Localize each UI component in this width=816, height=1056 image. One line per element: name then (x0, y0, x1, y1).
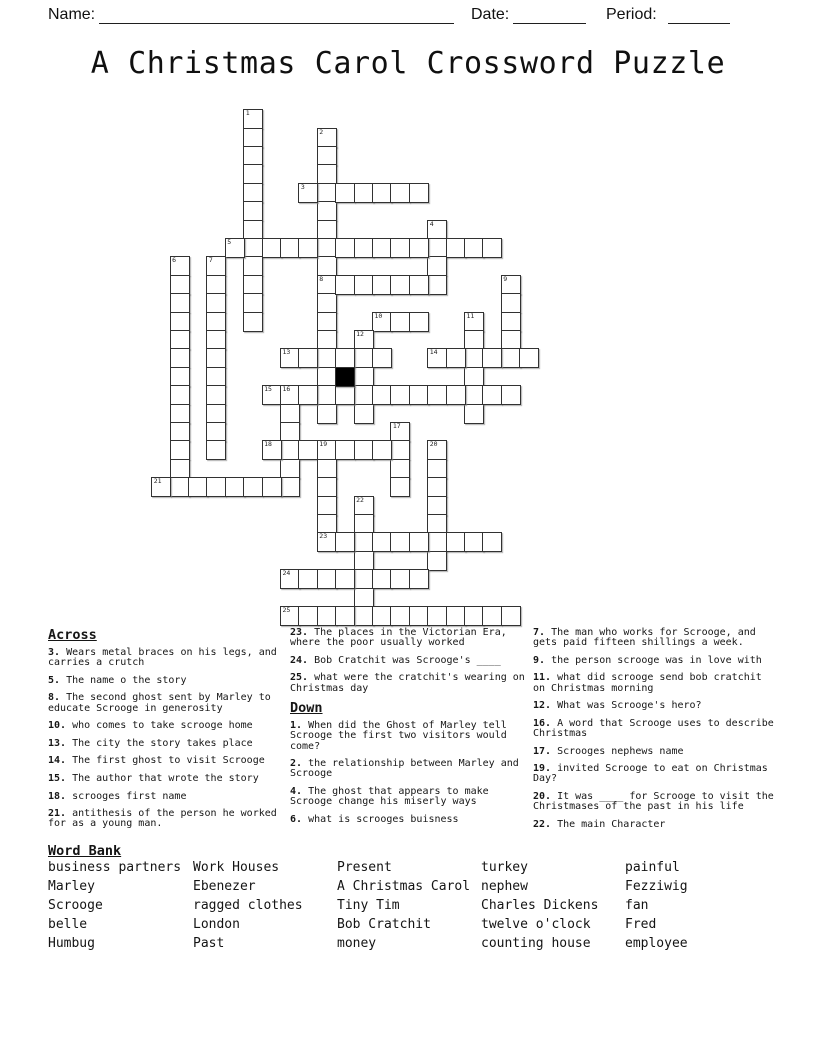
grid-cell[interactable] (427, 220, 447, 240)
clue-number-25: 25 (282, 606, 291, 614)
grid-cell[interactable] (280, 238, 300, 258)
word-bank-heading: Word Bank (48, 843, 122, 859)
grid-cell[interactable] (482, 238, 502, 258)
word-bank-item: Scrooge (48, 898, 103, 913)
word-bank-item: twelve o'clock (481, 917, 591, 932)
grid-cell[interactable] (206, 477, 226, 497)
grid-cell[interactable] (280, 569, 300, 589)
grid-cell[interactable] (390, 532, 410, 552)
word-bank-item: counting house (481, 936, 591, 951)
grid-cell[interactable] (354, 588, 374, 608)
word-bank-item: nephew (481, 879, 528, 894)
grid-cell[interactable] (317, 128, 337, 148)
grid-cell[interactable] (280, 348, 300, 368)
clue-number: 15. (48, 772, 67, 784)
grid-cell[interactable] (225, 238, 245, 258)
grid-cell[interactable] (354, 514, 374, 534)
grid-cell[interactable] (280, 459, 300, 479)
clue-16: 16. A word that Scrooge uses to describe Christmas (533, 717, 774, 739)
grid-cell[interactable] (170, 477, 190, 497)
clue-number-13: 13 (282, 348, 291, 357)
word-bank-item: London (193, 917, 240, 932)
clue-column-3 (533, 628, 775, 837)
clue-number: 1. (290, 720, 303, 732)
word-bank-item: Fezziwig (625, 879, 688, 894)
grid-cell[interactable] (501, 385, 521, 405)
grid-cell[interactable] (372, 238, 392, 258)
word-bank-item: A Christmas Carol (337, 879, 471, 894)
date-label: Date: (471, 6, 510, 23)
grid-cell[interactable] (354, 404, 374, 424)
grid-cell[interactable] (206, 440, 226, 460)
grid-cell[interactable] (354, 275, 374, 295)
grid-cell[interactable] (298, 440, 318, 460)
grid-cell[interactable] (317, 606, 337, 626)
grid-cell[interactable] (464, 385, 484, 405)
grid-cell[interactable] (464, 238, 484, 258)
grid-cell[interactable] (390, 238, 410, 258)
grid-cell[interactable] (225, 477, 245, 497)
word-bank-item: Present (337, 860, 392, 875)
grid-cell[interactable] (151, 477, 171, 497)
clue-number-19: 19 (319, 440, 328, 449)
grid-cell[interactable] (501, 330, 521, 350)
grid-cell[interactable] (390, 312, 410, 332)
grid-cell[interactable] (280, 422, 300, 442)
grid-cell[interactable] (482, 532, 502, 552)
grid-cell[interactable] (298, 238, 318, 258)
grid-cell[interactable] (446, 385, 466, 405)
clue-number: 17. (533, 745, 552, 757)
grid-cell[interactable] (354, 440, 374, 460)
grid-cell[interactable] (390, 422, 410, 442)
page-title: A Christmas Carol Crossword Puzzle (90, 46, 726, 81)
clue-number: 12. (533, 700, 552, 712)
grid-cell[interactable] (317, 220, 337, 240)
grid-cell[interactable] (317, 367, 337, 387)
grid-cell[interactable] (409, 183, 429, 203)
clue-number-3: 3 (300, 182, 305, 191)
grid-cell[interactable] (464, 330, 484, 350)
grid-cell[interactable] (243, 275, 263, 295)
name-label: Name: (48, 6, 96, 23)
grid-cell[interactable] (354, 606, 374, 626)
name-blank-line (99, 23, 454, 24)
clue-number-17: 17 (392, 422, 401, 430)
word-bank-item: Humbug (48, 936, 95, 951)
grid-cell[interactable] (446, 532, 466, 552)
clue-number: 13. (48, 737, 67, 749)
word-bank-item: ragged clothes (193, 898, 303, 913)
grid-cell[interactable] (372, 606, 392, 626)
grid-cell[interactable] (317, 164, 337, 184)
grid-cell[interactable] (317, 312, 337, 332)
grid-cell[interactable] (354, 569, 374, 589)
word-bank-item: Tiny Tim (337, 898, 400, 913)
clue-number: 23. (290, 627, 309, 638)
clue-12: 12. What was Scrooge's hero? (533, 700, 702, 712)
grid-cell[interactable] (354, 238, 374, 258)
grid-cell[interactable] (188, 477, 208, 497)
word-bank-item: painful (625, 860, 680, 875)
grid-cell[interactable] (354, 183, 374, 203)
clue-11: 11. what did scrooge send bob cratchit on Christmas morning (533, 672, 762, 694)
grid-cell[interactable] (243, 312, 263, 332)
grid-cell[interactable] (317, 514, 337, 534)
grid-cell[interactable] (243, 164, 263, 184)
grid-cell[interactable] (170, 330, 190, 350)
grid-cell[interactable] (372, 532, 392, 552)
grid-cell[interactable] (317, 330, 337, 350)
grid-cell[interactable] (464, 312, 484, 332)
grid-cell[interactable] (243, 146, 263, 166)
grid-cell[interactable] (501, 348, 521, 368)
grid-cell[interactable] (298, 606, 318, 626)
grid-cell[interactable] (446, 348, 466, 368)
grid-cell[interactable] (335, 532, 355, 552)
clue-19: 19. invited Scrooge to eat on Christmas Day? (533, 763, 768, 785)
grid-cell[interactable] (354, 532, 374, 552)
grid-cell[interactable] (317, 404, 337, 424)
grid-cell[interactable] (243, 109, 263, 129)
grid-cell[interactable] (390, 440, 410, 460)
grid-cell[interactable] (170, 459, 190, 479)
word-bank-item: Bob Cratchit (337, 917, 431, 932)
grid-cell[interactable] (427, 459, 447, 479)
clue-number-1: 1 (245, 109, 250, 118)
grid-cell[interactable] (262, 477, 282, 497)
clue-number: 24. (290, 654, 309, 666)
grid-cell[interactable] (170, 348, 190, 368)
clue-21: 21. antithesis of the person he worked for as a young man. (48, 808, 277, 830)
grid-cell[interactable] (170, 422, 190, 442)
grid-cell[interactable] (409, 312, 429, 332)
clue-number-7: 7 (208, 256, 213, 265)
grid-cell[interactable] (317, 183, 337, 203)
clue-number-22: 22 (356, 495, 364, 504)
clue-number: 16. (533, 717, 552, 729)
grid-cell[interactable] (482, 348, 502, 368)
grid-cell[interactable] (280, 606, 300, 626)
clue-24: 24. Bob Cratchit was Scrooge's ____ (290, 654, 501, 666)
grid-cell[interactable] (262, 385, 282, 405)
grid-cell[interactable] (317, 496, 337, 516)
grid-cell[interactable] (519, 348, 539, 368)
grid-cell[interactable] (243, 201, 263, 221)
clue-number: 7. (533, 627, 546, 638)
grid-cell[interactable] (280, 440, 300, 460)
clue-2: 2. the relationship between Marley and Scrooge (290, 758, 519, 780)
date-blank-line (513, 23, 586, 24)
clue-17: 17. Scrooges nephews name (533, 745, 684, 757)
grid-cell[interactable] (390, 569, 410, 589)
grid-cell[interactable] (280, 477, 300, 497)
clue-number: 3. (48, 647, 61, 658)
grid-cell[interactable] (427, 256, 447, 276)
clue-number-15: 15 (264, 385, 272, 394)
grid-cell[interactable] (170, 256, 190, 276)
grid-cell[interactable] (335, 385, 355, 405)
word-bank-list (48, 861, 778, 951)
grid-cell[interactable] (372, 348, 392, 368)
grid-cell[interactable] (372, 312, 392, 332)
clue-7: 7. The man who works for Scrooge, and gets paid fifteen shillings a week. (533, 627, 756, 649)
grid-cell[interactable] (354, 385, 374, 405)
across-heading: Across (48, 627, 97, 643)
clue-9: 9. the person scrooge was in love with (533, 654, 762, 666)
clue-1: 1. When did the Ghost of Marley tell Scrooge the first two visitors would come? (290, 720, 507, 752)
grid-cell[interactable] (170, 404, 190, 424)
grid-cell[interactable] (206, 256, 226, 276)
clue-number: 14. (48, 755, 67, 767)
grid-cell[interactable] (317, 569, 337, 589)
clue-number-21: 21 (153, 477, 162, 486)
grid-cell[interactable] (390, 385, 410, 405)
grid-cell[interactable] (390, 275, 410, 295)
clue-10: 10. who comes to take scrooge home (48, 720, 253, 732)
clue-3: 3. Wears metal braces on his legs, and carries a crutch (48, 647, 277, 669)
grid-cell[interactable] (317, 238, 337, 258)
grid-cell[interactable] (501, 606, 521, 626)
grid-cell[interactable] (335, 440, 355, 460)
grid-cell[interactable] (427, 238, 447, 258)
word-bank-item: Work Houses (193, 860, 280, 875)
clue-number-5: 5 (227, 238, 232, 246)
grid-cell[interactable] (354, 367, 374, 387)
grid-cell[interactable] (206, 293, 226, 313)
clue-number-8: 8 (319, 274, 324, 283)
clue-number-9: 9 (503, 274, 508, 283)
grid-cell[interactable] (317, 477, 337, 497)
grid-cell[interactable] (372, 183, 392, 203)
grid-cell[interactable] (427, 514, 447, 534)
clue-number-12: 12 (356, 330, 364, 338)
grid-cell[interactable] (427, 532, 447, 552)
clue-15: 15. The author that wrote the story (48, 772, 259, 784)
grid-cell[interactable] (354, 330, 374, 350)
grid-cell[interactable] (243, 256, 263, 276)
grid-cell[interactable] (335, 606, 355, 626)
grid-cell[interactable] (298, 569, 318, 589)
clue-number: 11. (533, 672, 552, 684)
grid-cell[interactable] (372, 440, 392, 460)
grid-cell[interactable] (206, 330, 226, 350)
grid-cell[interactable] (317, 201, 337, 221)
grid-cell[interactable] (298, 385, 318, 405)
clue-number: 25. (290, 672, 309, 684)
clue-number: 18. (48, 790, 67, 802)
clue-18: 18. scrooges first name (48, 790, 187, 802)
black-cell (335, 367, 355, 387)
grid-cell[interactable] (427, 496, 447, 516)
grid-cell[interactable] (335, 183, 355, 203)
grid-cell[interactable] (335, 569, 355, 589)
word-bank-item: money (337, 936, 377, 951)
grid-cell[interactable] (262, 440, 282, 460)
grid-cell[interactable] (482, 606, 502, 626)
clue-number: 9. (533, 654, 546, 666)
clue-number: 8. (48, 692, 61, 704)
grid-cell[interactable] (243, 183, 263, 203)
grid-cell[interactable] (409, 532, 429, 552)
grid-cell[interactable] (427, 385, 447, 405)
clue-number: 5. (48, 674, 61, 686)
grid-cell[interactable] (298, 183, 318, 203)
clue-25: 25. what were the cratchit's wearing on Christmas day (290, 672, 525, 694)
period-label: Period: (606, 6, 657, 23)
clue-23: 23. The places in the Victorian Era, where the poor usually worked (290, 627, 507, 649)
clue-8: 8. The second ghost sent by Marley to educate Scrooge in generosity (48, 692, 271, 714)
grid-cell[interactable] (501, 312, 521, 332)
grid-cell[interactable] (354, 348, 374, 368)
grid-cell[interactable] (372, 275, 392, 295)
grid-cell[interactable] (317, 532, 337, 552)
grid-cell[interactable] (317, 440, 337, 460)
period-blank-line (668, 23, 730, 24)
grid-cell[interactable] (372, 569, 392, 589)
down-heading: Down (290, 700, 323, 717)
clue-13: 13. The city the story takes place (48, 737, 253, 749)
grid-cell[interactable] (317, 146, 337, 166)
grid-cell[interactable] (298, 348, 318, 368)
clue-number-23: 23 (319, 532, 328, 541)
grid-cell[interactable] (206, 367, 226, 387)
clue-4: 4. The ghost that appears to make Scrooge change his miserly ways (290, 785, 489, 808)
clue-number: 10. (48, 720, 67, 732)
clue-number-18: 18 (264, 440, 272, 449)
grid-cell[interactable] (243, 477, 263, 497)
grid-cell[interactable] (317, 293, 337, 313)
grid-cell[interactable] (206, 312, 226, 332)
grid-cell[interactable] (372, 385, 392, 405)
grid-cell[interactable] (262, 238, 282, 258)
grid-cell[interactable] (280, 385, 300, 405)
grid-cell[interactable] (206, 404, 226, 424)
grid-cell[interactable] (464, 367, 484, 387)
clue-number: 22. (533, 818, 552, 830)
clue-number-2: 2 (319, 127, 324, 136)
clue-number: 4. (290, 785, 303, 797)
grid-cell[interactable] (206, 275, 226, 295)
word-bank-item: belle (48, 917, 88, 932)
grid-cell[interactable] (464, 606, 484, 626)
grid-cell[interactable] (409, 238, 429, 258)
grid-cell[interactable] (427, 348, 447, 368)
clue-5: 5. The name o the story (48, 674, 187, 686)
word-bank-item: Ebenezer (193, 879, 256, 894)
word-bank-item: Fred (625, 917, 657, 932)
grid-cell[interactable] (317, 256, 337, 276)
clue-number: 21. (48, 808, 67, 820)
grid-cell[interactable] (317, 459, 337, 479)
clue-number: 6. (290, 813, 303, 825)
word-bank-item: business partners (48, 860, 182, 875)
grid-cell[interactable] (335, 238, 355, 258)
grid-cell[interactable] (446, 606, 466, 626)
grid-cell[interactable] (170, 293, 190, 313)
grid-cell[interactable] (170, 275, 190, 295)
clue-number-4: 4 (429, 219, 434, 228)
grid-cell[interactable] (335, 348, 355, 368)
grid-cell[interactable] (409, 569, 429, 589)
clue-20: 20. It was ____ for Scrooge to visit the Christmases of the past in his life (533, 790, 774, 813)
grid-cell[interactable] (390, 606, 410, 626)
clue-number-16: 16 (282, 385, 291, 394)
crossword-grid (152, 110, 539, 626)
clue-6: 6. what is scrooges buisness (290, 813, 459, 825)
grid-cell[interactable] (170, 385, 190, 405)
grid-cell[interactable] (427, 551, 447, 571)
clue-number: 20. (533, 790, 552, 802)
word-bank-item: employee (625, 936, 688, 951)
grid-cell[interactable] (501, 275, 521, 295)
grid-cell[interactable] (464, 532, 484, 552)
grid-cell[interactable] (243, 238, 263, 258)
word-bank-item: Charles Dickens (481, 898, 599, 913)
grid-cell[interactable] (501, 293, 521, 313)
grid-cell[interactable] (206, 348, 226, 368)
clue-number-6: 6 (172, 256, 177, 265)
grid-cell[interactable] (317, 385, 337, 405)
grid-cell[interactable] (390, 183, 410, 203)
grid-cell[interactable] (427, 477, 447, 497)
grid-cell[interactable] (317, 275, 337, 295)
grid-cell[interactable] (170, 440, 190, 460)
grid-cell[interactable] (390, 459, 410, 479)
grid-cell[interactable] (427, 440, 447, 460)
grid-cell[interactable] (280, 404, 300, 424)
clue-number: 19. (533, 763, 552, 775)
grid-cell[interactable] (243, 293, 263, 313)
grid-cell[interactable] (170, 367, 190, 387)
clue-number-20: 20 (429, 440, 438, 449)
grid-cell[interactable] (446, 238, 466, 258)
grid-cell[interactable] (409, 275, 429, 295)
grid-cell[interactable] (482, 385, 502, 405)
clue-22: 22. The main Character (533, 818, 666, 830)
grid-cell[interactable] (427, 606, 447, 626)
grid-cell[interactable] (427, 275, 447, 295)
grid-cell[interactable] (354, 551, 374, 571)
clue-14: 14. The first ghost to visit Scrooge (48, 755, 265, 767)
word-bank-item: Past (193, 936, 225, 951)
grid-cell[interactable] (206, 422, 226, 442)
word-bank-item: fan (625, 898, 649, 913)
clue-number-14: 14 (429, 348, 438, 357)
grid-cell[interactable] (464, 348, 484, 368)
grid-cell[interactable] (206, 385, 226, 405)
clue-number: 2. (290, 758, 303, 770)
clue-column-1 (48, 628, 287, 837)
word-bank-item: turkey (481, 860, 528, 875)
grid-cell[interactable] (409, 606, 429, 626)
clue-number-24: 24 (282, 569, 291, 578)
grid-cell[interactable] (243, 220, 263, 240)
grid-cell[interactable] (243, 128, 263, 148)
grid-cell[interactable] (170, 312, 190, 332)
grid-cell[interactable] (317, 348, 337, 368)
grid-cell[interactable] (409, 385, 429, 405)
grid-cell[interactable] (390, 477, 410, 497)
clue-number-10: 10 (374, 311, 383, 320)
word-bank-item: Marley (48, 879, 95, 894)
clue-number-11: 11 (466, 311, 475, 320)
grid-cell[interactable] (354, 496, 374, 516)
grid-cell[interactable] (464, 404, 484, 424)
grid-cell[interactable] (335, 275, 355, 295)
clue-column-2 (290, 628, 533, 832)
